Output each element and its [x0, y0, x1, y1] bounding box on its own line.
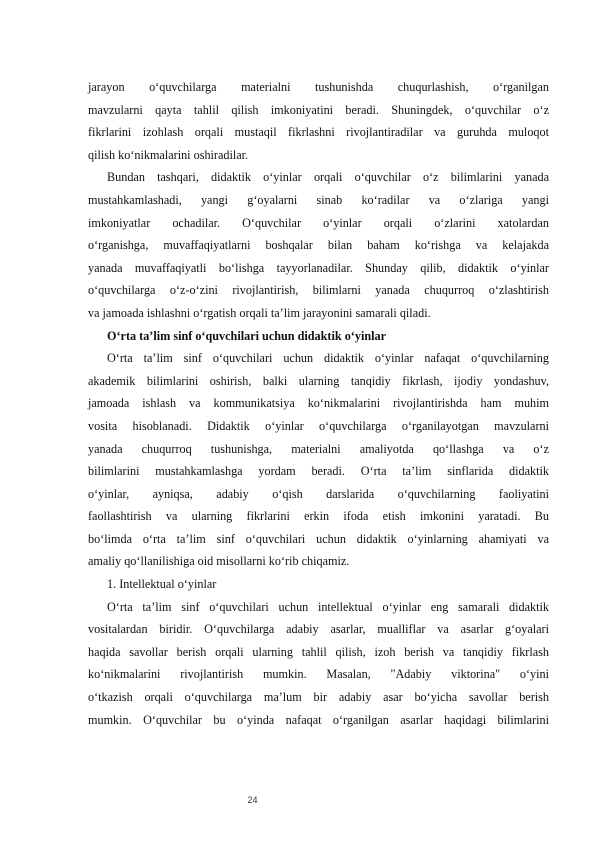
text-line: o‘tkazish orqali o‘quvchilarga ma’lum bir adabiy asar bo‘yicha savollar berish — [88, 690, 549, 705]
text-line: akademik bilimlarini oshirish, balki ularning tanqidiy fikrlash, ijodiy yondashuv, — [88, 373, 549, 388]
text-line: qilish ko‘nikmalarini oshiradilar. — [88, 147, 249, 162]
text-line: vositalardan biridir. O‘quvchilarga adabiy asarlar, mualliflar va asarlar g‘oyalari — [88, 622, 549, 637]
text-line: jamoada ishlash va kommunikatsiya ko‘nikmalarini rivojlantirishda ham muhim — [88, 396, 549, 411]
text-line: imkoniyatlar ochadilar. O‘quvchilar o‘yinlar orqali o‘zlarini xatolardan — [88, 215, 549, 230]
numbered-item: 1. Intellektual o‘yinlar — [107, 577, 217, 592]
text-line: jarayon o‘quvchilarga materialni tushunishda chuqurlashish, o‘rganilgan — [88, 80, 549, 94]
document-page — [88, 76, 549, 731]
text-line: o‘yinlar, ayniqsa, adabiy o‘qish darslarida o‘quvchilarning faoliyatini — [88, 486, 549, 501]
text-line: fikrlarini izohlash orqali mustaqil fikrlashni rivojlantiradilar va guruhda muloqot — [88, 125, 549, 140]
text-line: o‘rganishga, muvaffaqiyatlarni boshqalar bilan baham ko‘rishga va kelajakda — [88, 238, 549, 253]
section-heading: O‘rta ta’lim sinf o‘quvchilari uchun didaktik o‘yinlar — [107, 328, 386, 343]
text-line: O‘rta ta’lim sinf o‘quvchilari uchun didaktik o‘yinlar nafaqat o‘quvchilarning — [107, 351, 549, 366]
text-line: O‘rta ta’lim sinf o‘quvchilari uchun intellektual o‘yinlar eng samarali didaktik — [107, 599, 549, 614]
text-line: amaliy qo‘llanilishiga oid misollarni ko‘rib chiqamiz. — [88, 554, 350, 569]
page-number: 24 — [247, 795, 258, 805]
text-line: bo‘limda o‘rta ta’lim sinf o‘quvchilari uchun didaktik o‘yinlarning ahamiyati va — [88, 531, 549, 546]
paragraph-1 — [88, 76, 549, 166]
text-line: mustahkamlashadi, yangi g‘oyalarni sinab ko‘radilar va o‘zlariga yangi — [88, 192, 549, 207]
text-line: va jamoada ishlashni o‘rgatish orqali ta’lim jarayonini samarali qiladi. — [88, 305, 431, 320]
text-line: o‘quvchilarga o‘z-o‘zini rivojlantirish, bilimlarni yanada chuqurroq o‘zlashtirish — [88, 283, 549, 298]
text-line: Bundan tashqari, didaktik o‘yinlar orqali o‘quvchilar o‘z bilimlarini yanada — [107, 170, 549, 185]
text-line: mumkin. O‘quvchilar bu o‘yinda nafaqat o‘rganilgan asarlar haqidagi bilimlarini — [88, 712, 549, 727]
text-line: bilimlarini mustahkamlashga yordam beradi. O‘rta ta’lim sinflarida didaktik — [88, 464, 549, 479]
text-line: mavzularni qayta tahlil qilish imkoniyatini beradi. Shuningdek, o‘quvchilar o‘z — [88, 102, 549, 117]
text-line: faollashtirish va ularning fikrlarini erkin ifoda etish imkonini yaratadi. Bu — [88, 509, 549, 524]
paragraph-3 — [88, 347, 549, 573]
text-line: yanada muvaffaqiyatli bo‘lishga tayyorlanadilar. Shunday qilib, didaktik o‘yinlar — [88, 260, 549, 275]
paragraph-2 — [88, 166, 549, 324]
text-line: vosita hisoblanadi. Didaktik o‘yinlar o‘quvchilarga o‘rganilayotgan mavzularni — [88, 418, 549, 433]
text-line: yanada chuqurroq tushunishga, materialni amaliyotda qo‘llashga va o‘z — [88, 441, 549, 456]
text-line: haqida savollar berish orqali ularning tahlil qilish, izoh berish va tanqidiy fikrlash — [88, 644, 549, 659]
paragraph-4 — [88, 596, 549, 732]
text-line: ko‘nikmalarini rivojlantirish mumkin. Masalan, "Adabiy viktorina" o‘yini — [88, 667, 549, 682]
